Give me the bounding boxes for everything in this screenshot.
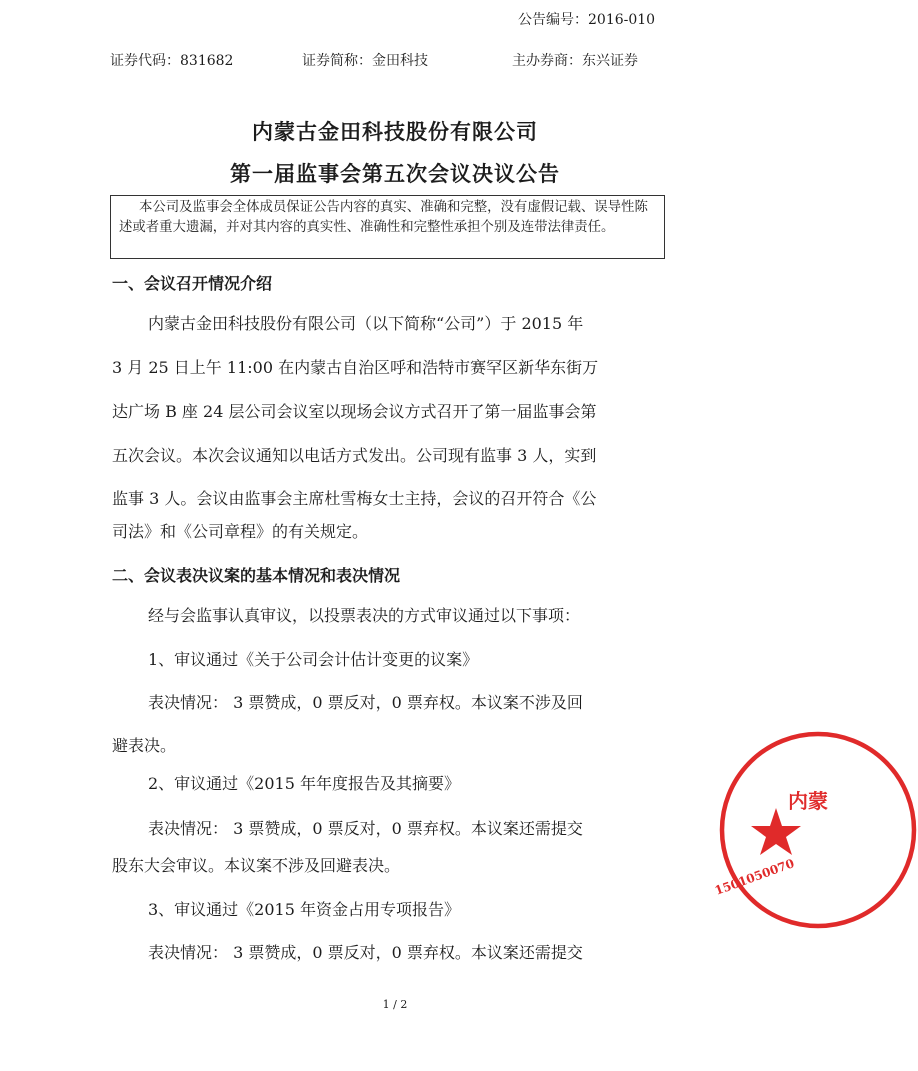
paragraph-line: 司法》和《公司章程》的有关规定。 (112, 522, 369, 541)
paragraph-line: 3 月 25 日上午 11:00 在内蒙古自治区呼和浩特市赛罕区新华东街万 (112, 358, 599, 377)
paragraph-line: 监事 3 人。会议由监事会主席杜雪梅女士主持，会议的召开符合《公 (112, 489, 597, 508)
vote-result: 表决情况： 3 票赞成，0 票反对，0 票弃权。本议案不涉及回 (148, 693, 583, 712)
paragraph-line: 内蒙古金田科技股份有限公司（以下简称“公司”）于 2015 年 (148, 314, 584, 333)
paragraph-line: 避表决。 (112, 736, 177, 755)
paragraph-line: 五次会议。本次会议通知以电话方式发出。公司现有监事 3 人，实到 (112, 446, 597, 465)
section-heading-voting: 二、会议表决议案的基本情况和表决情况 (112, 566, 401, 585)
disclaimer-box (110, 195, 665, 259)
motion-title: 2、审议通过《2015 年年度报告及其摘要》 (148, 774, 460, 793)
sponsor-broker: 主办券商：东兴证券 (512, 53, 638, 69)
notice-number: 公告编号：2016-010 (518, 12, 656, 28)
star-icon (751, 808, 801, 855)
disclaimer-text: 本公司及监事会全体成员保证公告内容的真实、准确和完整，没有虚假记载、误导性陈述或者重大遗漏，并对其内容的真实性、准确性和完整性承担个别及连带法律责任。 (119, 200, 648, 235)
company-title: 内蒙古金田科技股份有限公司 (252, 119, 538, 144)
stock-abbreviation: 证券简称：金田科技 (302, 53, 428, 69)
paragraph-line: 股东大会审议。本议案不涉及回避表决。 (112, 856, 401, 875)
motion-title: 1、审议通过《关于公司会计估计变更的议案》 (148, 650, 479, 669)
paragraph-line: 达广场 B 座 24 层公司会议室以现场会议方式召开了第一届监事会第 (112, 402, 597, 421)
page-number: 1 / 2 (382, 998, 408, 1011)
stock-code: 证券代码：831682 (110, 53, 234, 69)
seal-ring (722, 734, 914, 926)
seal-text: 内蒙 (788, 789, 828, 813)
section-heading-meeting: 一、会议召开情况介绍 (112, 274, 273, 293)
paragraph-line: 经与会监事认真审议，以投票表决的方式审议通过以下事项： (148, 606, 581, 625)
announcement-title: 第一届监事会第五次会议决议公告 (230, 161, 560, 186)
vote-result: 表决情况： 3 票赞成，0 票反对，0 票弃权。本议案还需提交 (148, 943, 583, 962)
motion-title: 3、审议通过《2015 年资金占用专项报告》 (148, 900, 460, 919)
company-seal (712, 730, 918, 930)
seal-number: 1501050070 (712, 856, 797, 898)
vote-result: 表决情况： 3 票赞成，0 票反对，0 票弃权。本议案还需提交 (148, 819, 583, 838)
